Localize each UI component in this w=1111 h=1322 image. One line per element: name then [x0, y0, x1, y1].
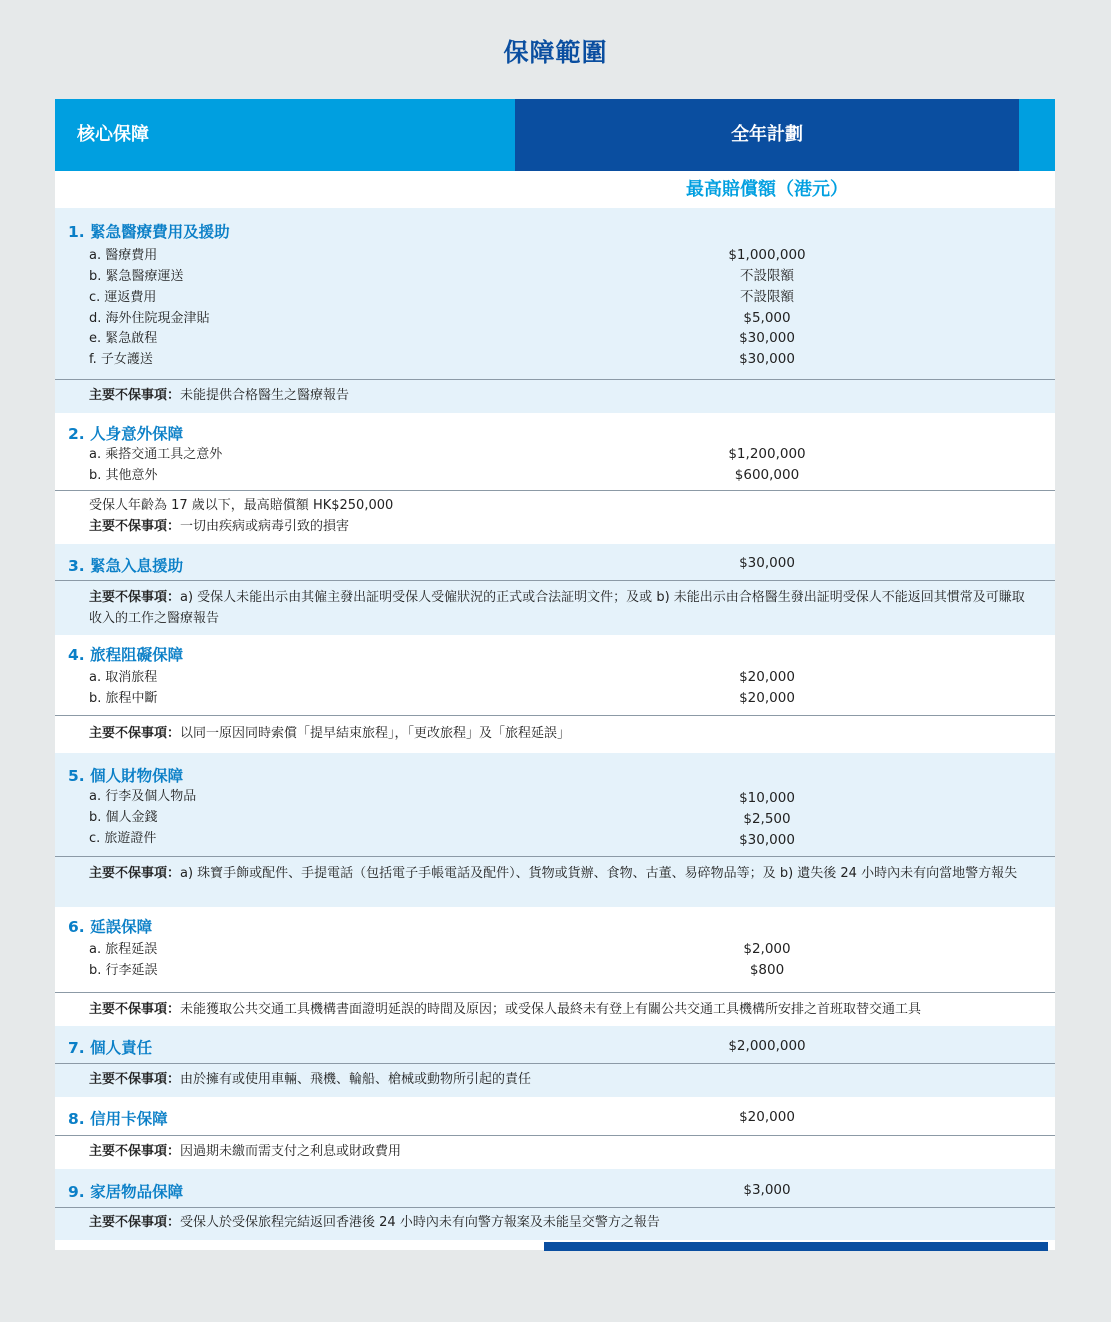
list-item — [55, 444, 1055, 465]
item-label: a. 行李及個人物品 — [89, 789, 197, 804]
age-note: 受保人年齡為 17 歲以下，最高賠償額 HK$250,000 — [89, 498, 394, 513]
item-value: $5,000 — [743, 310, 791, 326]
item-label: b. 行李延誤 — [89, 963, 158, 978]
list-item — [55, 328, 1055, 349]
list-item — [55, 349, 1055, 370]
list-item — [55, 266, 1055, 287]
item-label: a. 旅程延誤 — [89, 942, 158, 957]
exclusion-row — [55, 1207, 1055, 1240]
exclusion-text: 未能提供合格醫生之醫療報告 — [180, 388, 350, 403]
item-label: f. 子女護送 — [89, 352, 153, 367]
exclusion-prefix: 主要不保事項： — [89, 1002, 181, 1017]
exclusion-row — [55, 379, 1055, 413]
item-label: b. 個人金錢 — [89, 810, 158, 825]
section-title: 1. 緊急醫療費用及援助 — [68, 223, 230, 241]
exclusion-row — [55, 715, 1055, 753]
list-item — [55, 807, 1055, 828]
item-value: 不設限額 — [740, 289, 794, 305]
item-value: $1,200,000 — [728, 446, 806, 462]
section-trip-disruption — [55, 635, 1055, 715]
item-label: d. 海外住院現金津貼 — [89, 311, 210, 326]
section-value: $3,000 — [743, 1182, 791, 1198]
item-label: a. 乘搭交通工具之意外 — [89, 447, 223, 462]
section-emergency-medical — [55, 208, 1055, 379]
section-title: 8. 信用卡保障 — [68, 1110, 168, 1128]
section-income-support — [55, 544, 1055, 580]
list-item — [55, 828, 1055, 849]
max-compensation-label: 最高賠償額（港元） — [686, 179, 848, 200]
table-header — [55, 99, 1055, 171]
list-item — [55, 308, 1055, 329]
exclusion-row — [55, 992, 1055, 1026]
exclusion-row — [55, 1135, 1055, 1169]
exclusion-text: 因過期未繳而需支付之利息或財政費用 — [180, 1144, 402, 1159]
item-value: $10,000 — [739, 790, 795, 806]
exclusion-text: 未能獲取公共交通工具機構書面證明延誤的時間及原因；或受保人最終未有登上有關公共交通工具機構所安排之首班取替交通工具 — [180, 1002, 922, 1017]
list-item — [55, 939, 1055, 960]
exclusion-row — [55, 856, 1055, 907]
section-value: $2,000,000 — [728, 1038, 806, 1054]
item-value: $1,000,000 — [728, 247, 806, 263]
coverage-table — [55, 99, 1055, 1250]
section-delay — [55, 907, 1055, 992]
item-label: a. 取消旅程 — [89, 670, 158, 685]
item-label: b. 旅程中斷 — [89, 691, 158, 706]
core-coverage-label: 核心保障 — [77, 124, 149, 145]
item-label: e. 緊急啟程 — [89, 331, 158, 346]
section-value: $20,000 — [739, 1109, 795, 1125]
exclusion-prefix: 主要不保事項： — [89, 590, 181, 605]
exclusion-text: 由於擁有或使用車輛、飛機、輪船、槍械或動物所引起的責任 — [180, 1072, 532, 1087]
list-item — [55, 960, 1055, 981]
exclusion-prefix: 主要不保事項： — [89, 519, 181, 534]
exclusion-prefix: 主要不保事項： — [89, 1215, 181, 1230]
exclusion-text: a) 珠寶手飾或配件、手提電話（包括電子手帳電話及配件）、貨物或貨辦、食物、古董、易碎物品等；及 b) 遺失後 24 小時內未有向當地警方報失 — [180, 866, 1018, 881]
section-title: 6. 延誤保障 — [68, 918, 153, 936]
item-value: $2,500 — [743, 811, 791, 827]
item-value: $2,000 — [743, 941, 791, 957]
footer-accent-bar — [544, 1242, 1048, 1251]
item-label: c. 運返費用 — [89, 290, 157, 305]
item-label: c. 旅遊證件 — [89, 831, 157, 846]
list-item — [55, 465, 1055, 486]
section-title: 4. 旅程阻礙保障 — [68, 646, 184, 664]
item-value: $30,000 — [739, 330, 795, 346]
exclusion-text: a) 受保人未能出示由其僱主發出証明受保人受僱狀況的正式或合法証明文件；及或 b) 未能出示由合格醫生發出証明受保人不能返回其慣常及可賺取收入的工作之醫療報告 — [89, 590, 1025, 626]
list-item — [55, 245, 1055, 266]
exclusion-text: 受保人於受保旅程完結返回香港後 24 小時內未有向警方報案及未能呈交警方之報告 — [180, 1215, 660, 1230]
item-value: $30,000 — [739, 832, 795, 848]
section-title: 5. 個人財物保障 — [68, 767, 184, 785]
section-title: 2. 人身意外保障 — [68, 425, 184, 443]
exclusion-prefix: 主要不保事項： — [89, 388, 181, 403]
section-personal-belongings — [55, 753, 1055, 856]
exclusion-prefix: 主要不保事項： — [89, 726, 181, 741]
page-title: 保障範圍 — [503, 38, 608, 67]
section-value: $30,000 — [739, 555, 795, 571]
item-label: b. 其他意外 — [89, 468, 158, 483]
list-item — [55, 688, 1055, 709]
item-value: $30,000 — [739, 351, 795, 367]
item-label: b. 緊急醫療運送 — [89, 269, 184, 284]
item-value: $800 — [749, 962, 785, 978]
exclusion-prefix: 主要不保事項： — [89, 866, 181, 881]
item-label: a. 醫療費用 — [89, 248, 158, 263]
section-household — [55, 1169, 1055, 1207]
annual-plan-label: 全年計劃 — [515, 99, 1019, 171]
exclusion-row — [55, 580, 1055, 635]
section-title: 7. 個人責任 — [68, 1039, 153, 1057]
list-item — [55, 287, 1055, 308]
section-title: 9. 家居物品保障 — [68, 1183, 184, 1201]
item-value: $20,000 — [739, 669, 795, 685]
section-credit-card — [55, 1097, 1055, 1135]
item-value: $20,000 — [739, 690, 795, 706]
exclusion-row — [55, 1063, 1055, 1097]
item-value: 不設限額 — [740, 268, 794, 284]
exclusion-text: 一切由疾病或病毒引致的損害 — [180, 519, 350, 534]
exclusion-text: 以同一原因同時索償「提早結束旅程」，「更改旅程」及「旅程延誤」 — [180, 726, 571, 741]
section-personal-accident — [55, 413, 1055, 490]
section-title: 3. 緊急入息援助 — [68, 557, 184, 575]
list-item — [55, 786, 1055, 807]
list-item — [55, 667, 1055, 688]
exclusion-prefix: 主要不保事項： — [89, 1072, 181, 1087]
exclusion-row — [55, 490, 1055, 544]
section-personal-liability — [55, 1026, 1055, 1063]
exclusion-prefix: 主要不保事項： — [89, 1144, 181, 1159]
item-value: $600,000 — [734, 467, 800, 483]
table-subheader — [55, 171, 1055, 208]
